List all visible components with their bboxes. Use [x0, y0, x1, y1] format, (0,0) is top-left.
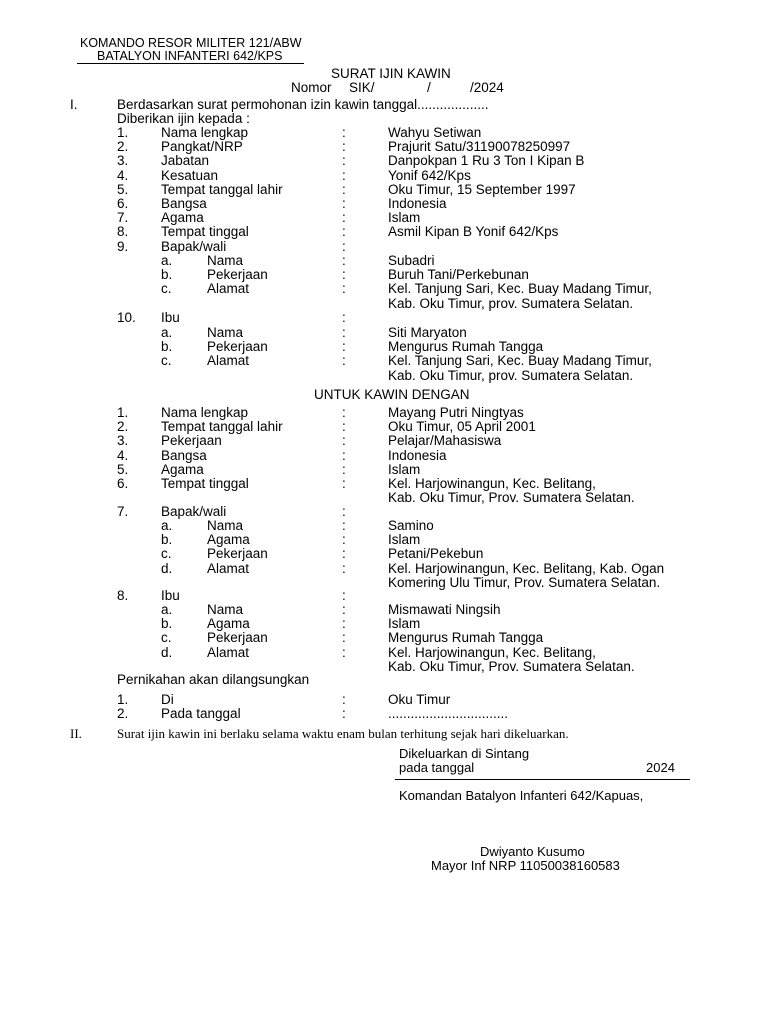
- item-label: Bangsa: [161, 196, 207, 211]
- section-1-intro: Berdasarkan surat permohonan izin kawin tanggal...................: [117, 97, 489, 112]
- item-value: Prajurit Satu/31190078250997: [388, 139, 571, 155]
- item-colon: :: [342, 224, 346, 240]
- item-number: 1.: [117, 692, 129, 707]
- issued-date-label: pada tanggal: [399, 760, 475, 775]
- header-line-1: KOMANDO RESOR MILITER 121/ABW: [80, 36, 302, 50]
- item-colon: :: [342, 325, 346, 340]
- signatory-rank: Mayor Inf NRP 11050038160583: [431, 858, 620, 873]
- item-label: Nama: [207, 518, 244, 533]
- item-label: Tempat tanggal lahir: [161, 181, 283, 197]
- item-number: a.: [161, 253, 173, 268]
- item-label: Bangsa: [161, 447, 207, 463]
- item-label: Kesatuan: [161, 167, 219, 183]
- item-value: Samino: [388, 518, 434, 533]
- item-colon: :: [342, 433, 346, 449]
- item-label: Jabatan: [161, 153, 210, 169]
- item-value: Kel. Harjowinangun, Kec. Belitang,: [388, 644, 596, 660]
- item-value-continued: Kab. Oku Timur, Prov. Sumatera Selatan.: [388, 658, 635, 674]
- item-value: Islam: [388, 461, 421, 477]
- item-value: Subadri: [388, 253, 435, 268]
- item-value: Buruh Tani/Perkebunan: [388, 267, 529, 283]
- item-value: Kel. Tanjung Sari, Kec. Buay Madang Timur,: [388, 353, 652, 369]
- item-colon: :: [342, 196, 346, 211]
- item-label: Tempat tinggal: [161, 476, 249, 491]
- wedding-heading: Pernikahan akan dilangsungkan: [117, 672, 310, 687]
- nomor-separator: /: [427, 80, 431, 95]
- item-colon: :: [342, 504, 346, 519]
- item-colon: :: [342, 546, 346, 562]
- item-value-continued: Kab. Oku Timur, prov. Sumatera Selatan.: [388, 367, 634, 383]
- item-colon: :: [342, 630, 346, 646]
- item-label: Agama: [161, 461, 204, 477]
- item-label: Ibu: [161, 588, 180, 603]
- item-label: Pangkat/NRP: [161, 139, 243, 155]
- item-number: 9.: [117, 238, 129, 254]
- nomor-label: Nomor: [291, 80, 332, 95]
- item-colon: :: [342, 181, 346, 197]
- item-colon: :: [342, 692, 346, 707]
- item-value: Pelajar/Mahasiswa: [388, 433, 502, 449]
- item-number: c.: [161, 353, 172, 369]
- item-colon: :: [342, 267, 346, 283]
- item-value: Kel. Harjowinangun, Kec. Belitang, Kab. Ogan: [388, 560, 665, 576]
- item-colon: :: [342, 532, 346, 548]
- item-number: 8.: [117, 224, 129, 240]
- item-value: Yonif 642/Kps: [388, 167, 471, 183]
- item-colon: :: [342, 706, 346, 722]
- item-colon: :: [342, 353, 346, 369]
- item-value: Islam: [388, 616, 421, 632]
- item-value: Kel. Harjowinangun, Kec. Belitang,: [388, 476, 596, 491]
- item-colon: :: [342, 461, 346, 477]
- item-value: Wahyu Setiwan: [388, 125, 482, 140]
- item-colon: :: [342, 476, 346, 491]
- item-number: 1.: [117, 405, 129, 420]
- item-number: 3.: [117, 153, 129, 169]
- item-value-continued: Kab. Oku Timur, prov. Sumatera Selatan.: [388, 295, 634, 311]
- item-label: Alamat: [207, 560, 250, 576]
- header-underline: [77, 63, 304, 64]
- item-number: a.: [161, 602, 173, 617]
- item-colon: :: [342, 405, 346, 420]
- item-number: d.: [161, 560, 173, 576]
- item-number: 6.: [117, 196, 129, 211]
- item-label: Alamat: [207, 281, 250, 297]
- item-label: Pekerjaan: [207, 267, 268, 283]
- item-number: d.: [161, 644, 173, 660]
- item-label: Nama: [207, 325, 244, 340]
- item-colon: :: [342, 281, 346, 297]
- item-colon: :: [342, 644, 346, 660]
- item-label: Di: [161, 692, 174, 707]
- item-number: b.: [161, 532, 173, 548]
- item-colon: :: [342, 125, 346, 140]
- item-label: Ibu: [161, 310, 180, 325]
- item-value: Indonesia: [388, 447, 447, 463]
- item-number: 2.: [117, 706, 129, 722]
- item-number: 7.: [117, 210, 129, 226]
- nomor-year: /2024: [470, 80, 504, 95]
- item-value: Indonesia: [388, 196, 447, 211]
- item-label: Tempat tinggal: [161, 224, 249, 240]
- signatory-name: Dwiyanto Kusumo: [480, 844, 585, 859]
- item-number: b.: [161, 616, 173, 632]
- section-2-numeral: II.: [70, 726, 82, 741]
- bride-heading: UNTUK KAWIN DENGAN: [314, 387, 470, 402]
- item-value: Siti Maryaton: [388, 325, 467, 340]
- item-label: Pekerjaan: [207, 630, 268, 646]
- item-value: Mayang Putri Ningtyas: [388, 405, 524, 420]
- item-number: 5.: [117, 181, 129, 197]
- item-colon: :: [342, 153, 346, 169]
- item-colon: :: [342, 518, 346, 533]
- item-value: Oku Timur: [388, 692, 451, 707]
- item-number: 4.: [117, 167, 129, 183]
- item-label: Pekerjaan: [207, 546, 268, 562]
- section-1-given-to: Diberikan ijin kepada :: [117, 111, 250, 126]
- item-number: 6.: [117, 476, 129, 491]
- item-number: b.: [161, 339, 173, 355]
- item-number: 1.: [117, 125, 129, 140]
- item-number: b.: [161, 267, 173, 283]
- document-title: SURAT IJIN KAWIN: [331, 66, 451, 81]
- item-colon: :: [342, 447, 346, 463]
- item-colon: :: [342, 339, 346, 355]
- item-value: Mismawati Ningsih: [388, 602, 501, 617]
- item-label: Nama lengkap: [161, 125, 249, 140]
- item-label: Nama: [207, 602, 244, 617]
- item-colon: :: [342, 210, 346, 226]
- item-value: Oku Timur, 05 April 2001: [388, 419, 536, 435]
- item-value: Petani/Pekebun: [388, 546, 484, 562]
- item-number: 8.: [117, 588, 129, 603]
- section-2-text: Surat ijin kawin ini berlaku selama waktu enam bulan terhitung sejak hari dikeluarkan.: [117, 726, 569, 741]
- item-label: Bapak/wali: [161, 504, 227, 519]
- item-colon: :: [342, 139, 346, 155]
- item-colon: :: [342, 167, 346, 183]
- item-value: Kel. Tanjung Sari, Kec. Buay Madang Timur,: [388, 281, 652, 297]
- header-line-2: BATALYON INFANTERI 642/KPS: [97, 49, 283, 63]
- item-colon: :: [342, 588, 346, 603]
- item-number: 3.: [117, 433, 129, 449]
- item-value: Oku Timur, 15 September 1997: [388, 181, 576, 197]
- item-value-continued: Kab. Oku Timur, Prov. Sumatera Selatan.: [388, 490, 635, 506]
- item-number: 2.: [117, 419, 129, 435]
- item-colon: :: [342, 238, 346, 254]
- item-colon: :: [342, 560, 346, 576]
- item-number: 10.: [117, 310, 136, 325]
- item-label: Nama: [207, 253, 244, 268]
- item-value: Danpokpan 1 Ru 3 Ton I Kipan B: [388, 153, 585, 169]
- item-label: Tempat tanggal lahir: [161, 419, 283, 435]
- item-colon: :: [342, 602, 346, 617]
- item-number: c.: [161, 546, 172, 562]
- item-value: Islam: [388, 210, 421, 226]
- item-number: c.: [161, 630, 172, 646]
- item-label: Agama: [207, 532, 250, 548]
- item-number: a.: [161, 518, 173, 533]
- issued-underline: [395, 779, 690, 780]
- item-value: Mengurus Rumah Tangga: [388, 630, 544, 646]
- item-colon: :: [342, 253, 346, 268]
- item-label: Pekerjaan: [161, 433, 222, 449]
- item-value: Mengurus Rumah Tangga: [388, 339, 544, 355]
- item-value-continued: Komering Ulu Timur, Prov. Sumatera Selatan.: [388, 574, 661, 590]
- item-value: Asmil Kipan B Yonif 642/Kps: [388, 224, 559, 240]
- item-label: Pekerjaan: [207, 339, 268, 355]
- official-title: Komandan Batalyon Infanteri 642/Kapuas,: [399, 788, 644, 803]
- item-label: Agama: [161, 210, 204, 226]
- issued-place: Dikeluarkan di Sintang: [399, 746, 530, 761]
- item-number: 4.: [117, 447, 129, 463]
- item-number: a.: [161, 325, 173, 340]
- item-label: Nama lengkap: [161, 405, 249, 420]
- item-label: Agama: [207, 616, 250, 632]
- issued-year: 2024: [646, 760, 675, 775]
- item-colon: :: [342, 310, 346, 325]
- item-value: ................................: [388, 706, 509, 722]
- item-colon: :: [342, 616, 346, 632]
- item-number: 2.: [117, 139, 129, 155]
- item-value: Islam: [388, 532, 421, 548]
- item-label: Alamat: [207, 644, 250, 660]
- item-colon: :: [342, 419, 346, 435]
- section-1-numeral: I.: [70, 97, 78, 112]
- item-number: 5.: [117, 461, 129, 477]
- item-label: Alamat: [207, 353, 250, 369]
- item-number: 7.: [117, 504, 129, 519]
- item-number: c.: [161, 281, 172, 297]
- nomor-code: SIK/: [349, 80, 375, 95]
- item-label: Bapak/wali: [161, 238, 227, 254]
- item-label: Pada tanggal: [161, 706, 241, 722]
